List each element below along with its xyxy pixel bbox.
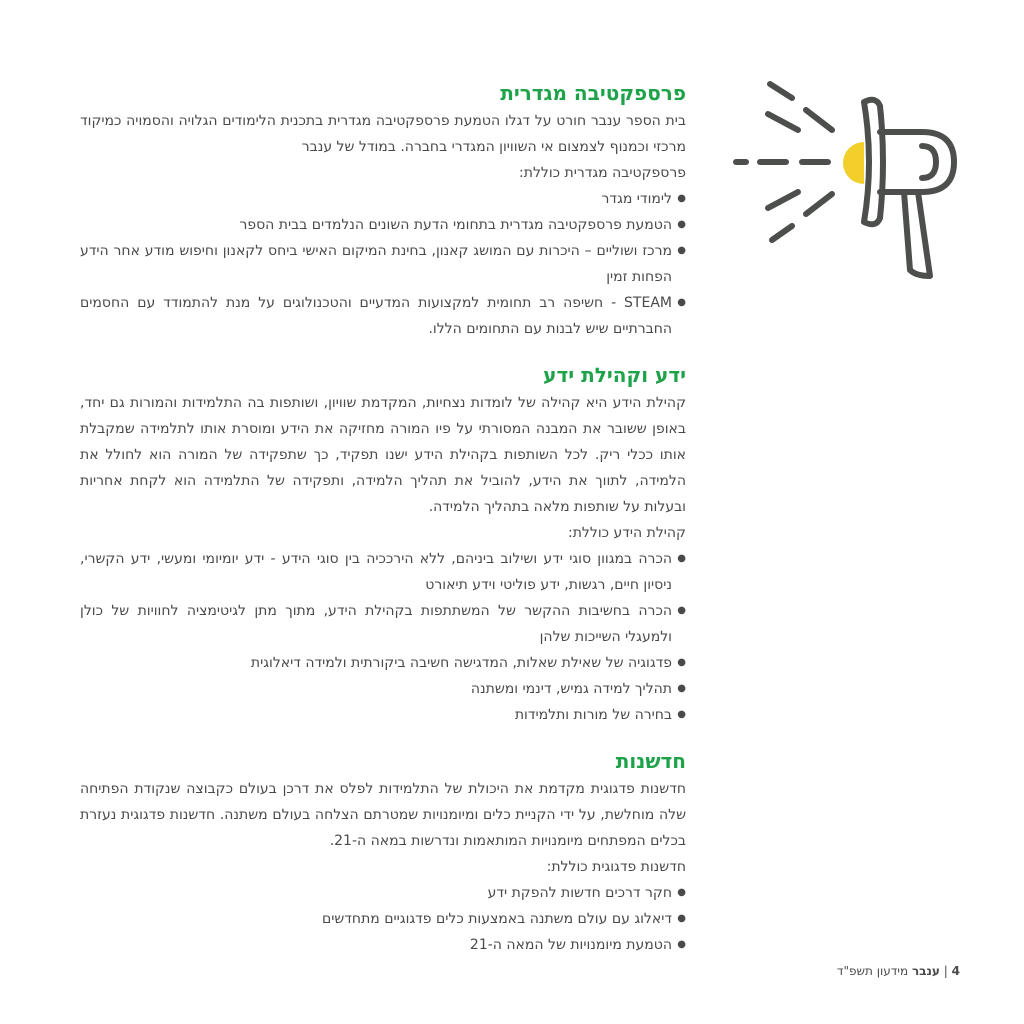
list-item: ● הטמעת פרספקטיבה מגדרית בתחומי הדעת השונים הנלמדים בבית הספר bbox=[80, 212, 686, 238]
list-item: ● פדגוגיה של שאילת שאלות, המדגישה חשיבה ביקורתית ולמידה דיאלוגית bbox=[80, 650, 686, 676]
section-title: פרספקטיבה מגדרית bbox=[500, 81, 686, 105]
section-paragraph: חדשנות פדגוגית מקדמת את היכולת של התלמידות לפלס את דרכן בעולם כקבוצה שנקודת הפתיחה שלה מוחלשת, על ידי הקניית כלים ומיומנויות שמטרתם הצלחה בעולם משתנה. חדשנות פדגוגית נעזרת בכלים המפתחים מיומנויות המותאמות ונדרשות במאה ה-21. חדשנות פדגוגית כוללת: bbox=[80, 776, 686, 880]
bullet-list bbox=[80, 186, 686, 342]
section-innovation bbox=[80, 746, 686, 958]
footer-separator: | bbox=[943, 964, 948, 978]
section-gender-perspective bbox=[80, 78, 686, 342]
bullet-list bbox=[80, 546, 686, 728]
section-lead: פרספקטיבה מגדרית כוללת: bbox=[519, 165, 686, 181]
list-item: ● תהליך למידה גמיש, דינמי ומשתנה bbox=[80, 676, 686, 702]
list-item: ● לימודי מגדר bbox=[80, 186, 686, 212]
list-item: ● חקר דרכים חדשות להפקת ידע bbox=[80, 880, 686, 906]
list-item: ● הטמעת מיומנויות של המאה ה-21 bbox=[80, 932, 686, 958]
section-lead: חדשנות פדגוגית כוללת: bbox=[546, 859, 686, 875]
bullet-list bbox=[80, 880, 686, 958]
page-number: 4 bbox=[951, 964, 960, 978]
page-footer bbox=[837, 964, 960, 978]
footer-subtitle: מידעון תשפ"ד bbox=[836, 964, 909, 978]
megaphone-icon bbox=[728, 80, 964, 286]
section-paragraph: קהילת הידע היא קהילה של לומדות נצחיות, המקדמת שוויון, ושותפות בה התלמידות והמורות גם יחד, באופן ששובר את המבנה המסורתי על פיו המורה מחזיקה את הידע ומוסרת אותו לתלמידה שמקבלת אותו ככלי ריק. לכל השותפות בקהילת הידע ישנו תפקיד, כך שתפקידה של המורה הוא לחולל את הלמידה, לתווך את הידע, להוביל את תהליך הלמידה, ותפקידה של התלמידה הוא לקחת אחריות ובעלות על שותפות מלאה בתהליך הלמידה. קהילת הידע כוללת: bbox=[80, 390, 686, 546]
section-title: ידע וקהילת ידע bbox=[543, 363, 686, 387]
list-item: ● דיאלוג עם עולם משתנה באמצעות כלים פדגוגיים מתחדשים bbox=[80, 906, 686, 932]
section-lead: קהילת הידע כוללת: bbox=[567, 525, 686, 541]
list-item: ● הכרה בחשיבות ההקשר של המשתתפות בקהילת הידע, מתוך מתן לגיטימציה לחוויות של כולן ולמעגלי השייכות שלהן bbox=[80, 598, 686, 650]
main-content bbox=[80, 78, 686, 976]
section-paragraph: בית הספר ענבר חורט על דגלו הטמעת פרספקטיבה מגדרית בתכנית הלימודים הגלויה והסמויה כמיקוד מרכזי וכמנוף לצמצום אי השוויון המגדרי בחברה. במודל של ענבר פרספקטיבה מגדרית כוללת: bbox=[80, 108, 686, 186]
list-item: ● הכרה במגוון סוגי ידע ושילוב ביניהם, ללא הירככיה בין סוגי הידע - ידע יומיומי ומעשי, ידע הקשרי, ניסיון חיים, רגשות, ידע פוליטי וידע תיאורט bbox=[80, 546, 686, 598]
section-title: חדשנות bbox=[615, 749, 686, 773]
list-item: ● בחירה של מורות ותלמידות bbox=[80, 702, 686, 728]
footer-brand: ענבר bbox=[911, 964, 940, 978]
section-knowledge-community bbox=[80, 360, 686, 728]
list-item: ● מרכז ושוליים – היכרות עם המושג קאנון, בחינת המיקום האישי ביחס לקאנון וחיפוש מודע אחר הידע הפחות זמין bbox=[80, 238, 686, 290]
list-item: ● STEAM - חשיפה רב תחומית למקצועות המדעיים והטכנולוגים על מנת להתמודד עם החסמים החברתיים שיש לבנות עם התחומים הללו. bbox=[80, 290, 686, 342]
